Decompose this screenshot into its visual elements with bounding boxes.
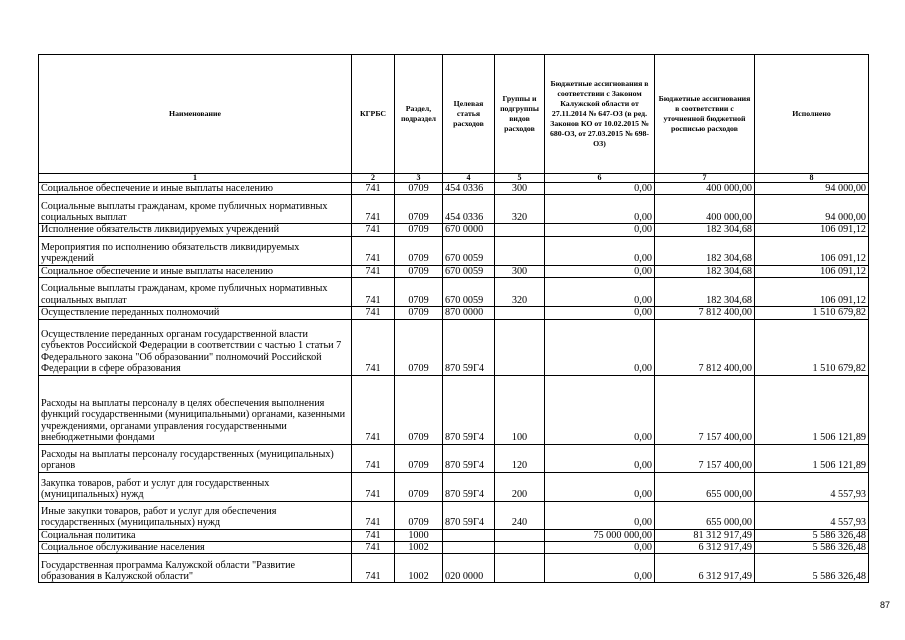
row-revised-allocation: 7 812 400,00 (655, 307, 755, 319)
row-expense-group: 100 (495, 375, 545, 444)
row-name: Социальные выплаты гражданам, кроме публичных нормативных социальных выплат (39, 278, 352, 307)
row-executed: 106 091,12 (755, 224, 869, 236)
row-law-allocation: 0,00 (545, 278, 655, 307)
row-section: 0709 (395, 472, 443, 501)
column-header-section: Раздел, подраздел (395, 55, 443, 174)
row-kgrbs: 741 (352, 542, 395, 554)
row-kgrbs: 741 (352, 444, 395, 472)
row-revised-allocation: 400 000,00 (655, 183, 755, 195)
row-kgrbs: 741 (352, 224, 395, 236)
table-row (39, 224, 869, 236)
row-law-allocation: 0,00 (545, 224, 655, 236)
row-target-article: 870 59Г4 (443, 501, 495, 529)
row-law-allocation: 0,00 (545, 183, 655, 195)
row-revised-allocation: 182 304,68 (655, 265, 755, 277)
row-executed: 94 000,00 (755, 195, 869, 224)
row-executed: 1 506 121,89 (755, 444, 869, 472)
row-kgrbs: 741 (352, 375, 395, 444)
row-target-article: 670 0059 (443, 278, 495, 307)
row-target-article (443, 542, 495, 554)
table-row (39, 236, 869, 265)
row-revised-allocation: 7 157 400,00 (655, 375, 755, 444)
row-revised-allocation: 6 312 917,49 (655, 542, 755, 554)
table-row (39, 529, 869, 541)
row-revised-allocation: 182 304,68 (655, 236, 755, 265)
row-target-article: 020 0000 (443, 554, 495, 583)
row-expense-group: 300 (495, 265, 545, 277)
row-target-article: 670 0059 (443, 265, 495, 277)
column-number: 5 (495, 174, 545, 183)
row-target-article: 870 59Г4 (443, 319, 495, 375)
table-row (39, 183, 869, 195)
row-section: 1002 (395, 542, 443, 554)
column-number: 6 (545, 174, 655, 183)
row-expense-group (495, 542, 545, 554)
row-kgrbs: 741 (352, 319, 395, 375)
row-revised-allocation: 7 157 400,00 (655, 444, 755, 472)
row-expense-group: 120 (495, 444, 545, 472)
row-name: Расходы на выплаты персоналу государственных (муниципальных) органов (39, 444, 352, 472)
table-row (39, 307, 869, 319)
row-law-allocation: 0,00 (545, 554, 655, 583)
row-name: Исполнение обязательств ликвидируемых учреждений (39, 224, 352, 236)
column-header-law-allocations: Бюджетные ассигнования в соответствии с Законом Калужской области от 27.11.2014 № 647-ОЗ (в ред. Законов КО от 10.02.2015 № 680-ОЗ, от 27.03.2015 № 698-ОЗ) (545, 55, 655, 174)
row-kgrbs: 741 (352, 529, 395, 541)
table-row (39, 472, 869, 501)
row-revised-allocation: 182 304,68 (655, 278, 755, 307)
row-kgrbs: 741 (352, 554, 395, 583)
row-kgrbs: 741 (352, 265, 395, 277)
row-section: 1002 (395, 554, 443, 583)
column-header-kgrbs: КГРБС (352, 55, 395, 174)
row-revised-allocation: 655 000,00 (655, 501, 755, 529)
row-expense-group: 200 (495, 472, 545, 501)
column-number: 3 (395, 174, 443, 183)
row-kgrbs: 741 (352, 195, 395, 224)
row-law-allocation: 0,00 (545, 307, 655, 319)
row-law-allocation: 75 000 000,00 (545, 529, 655, 541)
row-name: Социальное обеспечение и иные выплаты населению (39, 183, 352, 195)
table-row (39, 265, 869, 277)
table-row (39, 554, 869, 583)
row-section: 0709 (395, 501, 443, 529)
row-name: Расходы на выплаты персоналу в целях обеспечения выполнения функций государственными (муниципальными) органами, казенными учреждениями, органами управления государственными внебюджетными фондами (39, 375, 352, 444)
row-expense-group (495, 236, 545, 265)
table-body (39, 183, 869, 583)
table-row (39, 195, 869, 224)
column-number: 4 (443, 174, 495, 183)
row-law-allocation: 0,00 (545, 542, 655, 554)
row-executed: 106 091,12 (755, 236, 869, 265)
row-section: 0709 (395, 319, 443, 375)
row-revised-allocation: 182 304,68 (655, 224, 755, 236)
row-kgrbs: 741 (352, 472, 395, 501)
row-revised-allocation: 7 812 400,00 (655, 319, 755, 375)
row-executed: 1 510 679,82 (755, 319, 869, 375)
row-target-article: 454 0336 (443, 183, 495, 195)
row-law-allocation: 0,00 (545, 375, 655, 444)
row-expense-group: 300 (495, 183, 545, 195)
row-executed: 106 091,12 (755, 265, 869, 277)
row-name: Осуществление переданных органам государственной власти субъектов Российской Федерации в соответствии с частью 1 статьи 7 Федерального закона "Об образовании" полномочий Российской Федерации в сфере образования (39, 319, 352, 375)
row-kgrbs: 741 (352, 501, 395, 529)
row-kgrbs: 741 (352, 183, 395, 195)
row-law-allocation: 0,00 (545, 195, 655, 224)
row-name: Закупка товаров, работ и услуг для государственных (муниципальных) нужд (39, 472, 352, 501)
table-row (39, 444, 869, 472)
row-name: Осуществление переданных полномочий (39, 307, 352, 319)
row-section: 0709 (395, 265, 443, 277)
row-law-allocation: 0,00 (545, 319, 655, 375)
row-section: 0709 (395, 278, 443, 307)
row-target-article: 870 0000 (443, 307, 495, 319)
row-expense-group (495, 307, 545, 319)
row-target-article: 870 59Г4 (443, 375, 495, 444)
row-executed: 5 586 326,48 (755, 542, 869, 554)
row-executed: 5 586 326,48 (755, 529, 869, 541)
column-header-revised-allocations: Бюджетные ассигнования в соответствии с уточненной бюджетной росписью расходов (655, 55, 755, 174)
row-expense-group (495, 554, 545, 583)
row-executed: 1 506 121,89 (755, 375, 869, 444)
row-name: Социальное обеспечение и иные выплаты населению (39, 265, 352, 277)
row-expense-group: 320 (495, 195, 545, 224)
row-expense-group: 240 (495, 501, 545, 529)
row-kgrbs: 741 (352, 236, 395, 265)
table-row (39, 542, 869, 554)
row-section: 0709 (395, 444, 443, 472)
row-kgrbs: 741 (352, 307, 395, 319)
row-target-article: 454 0336 (443, 195, 495, 224)
column-header-executed: Исполнено (755, 55, 869, 174)
row-section: 0709 (395, 375, 443, 444)
row-law-allocation: 0,00 (545, 444, 655, 472)
table-row (39, 319, 869, 375)
column-number: 7 (655, 174, 755, 183)
column-header-target-article: Целевая статья расходов (443, 55, 495, 174)
budget-execution-table (38, 54, 869, 583)
row-target-article (443, 529, 495, 541)
table-row (39, 501, 869, 529)
row-expense-group (495, 319, 545, 375)
row-expense-group (495, 224, 545, 236)
row-name: Социальное обслуживание населения (39, 542, 352, 554)
row-section: 0709 (395, 224, 443, 236)
row-section: 1000 (395, 529, 443, 541)
column-number: 2 (352, 174, 395, 183)
row-executed: 5 586 326,48 (755, 554, 869, 583)
row-executed: 1 510 679,82 (755, 307, 869, 319)
row-law-allocation: 0,00 (545, 236, 655, 265)
row-law-allocation: 0,00 (545, 265, 655, 277)
row-name: Социальная политика (39, 529, 352, 541)
row-section: 0709 (395, 183, 443, 195)
budget-execution-sheet (38, 54, 868, 583)
row-target-article: 670 0059 (443, 236, 495, 265)
row-name: Мероприятия по исполнению обязательств ликвидируемых учреждений (39, 236, 352, 265)
column-number: 1 (39, 174, 352, 183)
row-expense-group: 320 (495, 278, 545, 307)
row-executed: 94 000,00 (755, 183, 869, 195)
row-executed: 4 557,93 (755, 472, 869, 501)
column-header-row (39, 55, 869, 174)
column-header-expense-group: Группы и подгруппы видов расходов (495, 55, 545, 174)
row-revised-allocation: 81 312 917,49 (655, 529, 755, 541)
row-revised-allocation: 400 000,00 (655, 195, 755, 224)
table-row (39, 278, 869, 307)
page-number: 87 (880, 600, 891, 610)
row-name: Иные закупки товаров, работ и услуг для обеспечения государственных (муниципальных) нужд (39, 501, 352, 529)
row-target-article: 870 59Г4 (443, 472, 495, 501)
row-target-article: 870 59Г4 (443, 444, 495, 472)
row-expense-group (495, 529, 545, 541)
column-number: 8 (755, 174, 869, 183)
row-law-allocation: 0,00 (545, 501, 655, 529)
row-revised-allocation: 655 000,00 (655, 472, 755, 501)
row-target-article: 670 0000 (443, 224, 495, 236)
row-law-allocation: 0,00 (545, 472, 655, 501)
row-revised-allocation: 6 312 917,49 (655, 554, 755, 583)
column-number-row (39, 174, 869, 183)
row-section: 0709 (395, 307, 443, 319)
row-section: 0709 (395, 195, 443, 224)
row-section: 0709 (395, 236, 443, 265)
table-row (39, 375, 869, 444)
column-header-name: Наименование (39, 55, 352, 174)
row-kgrbs: 741 (352, 278, 395, 307)
row-name: Социальные выплаты гражданам, кроме публичных нормативных социальных выплат (39, 195, 352, 224)
row-executed: 106 091,12 (755, 278, 869, 307)
row-executed: 4 557,93 (755, 501, 869, 529)
row-name: Государственная программа Калужской области "Развитие образования в Калужской области" (39, 554, 352, 583)
